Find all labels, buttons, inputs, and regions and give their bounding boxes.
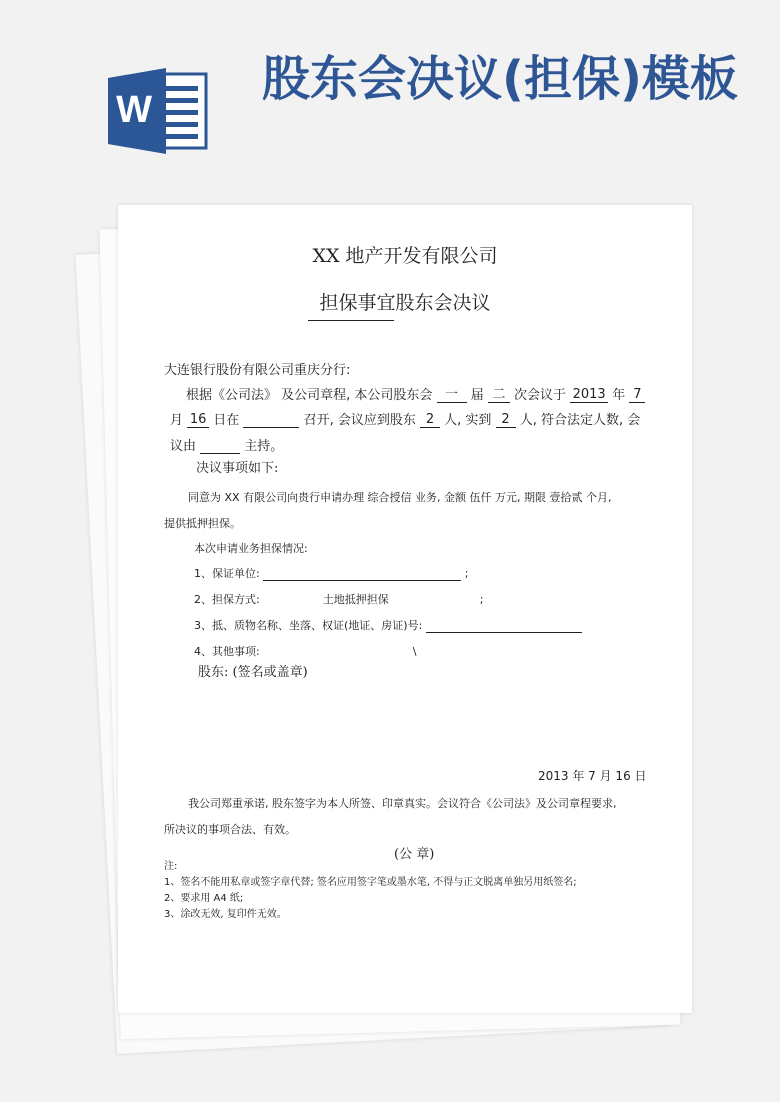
title-underline xyxy=(308,320,394,321)
item-guarantee-method: 2、担保方式: 土地抵押担保 ; xyxy=(194,593,484,606)
addressee: 大连银行股份有限公司重庆分行: xyxy=(164,363,351,378)
commitment-line-1: 我公司郑重承诺, 股东签字为本人所签、印章真实。会议符合《公司法》及公司章程要求, xyxy=(188,797,617,810)
resolution-date: 2013 年 7 月 16 日 xyxy=(538,769,647,783)
company-seal: (公 章) xyxy=(394,847,435,862)
guarantee-heading: 本次申请业务担保情况: xyxy=(194,542,308,555)
item-guarantor: 1、保证单位: ; xyxy=(194,567,469,580)
note-item: 3、涂改无效, 复印件无效。 xyxy=(164,909,287,920)
meeting-place xyxy=(243,413,299,428)
meeting-month: 7 xyxy=(629,387,645,403)
guarantee-method-value: 土地抵押担保 xyxy=(322,593,389,606)
other-matters-value: \ xyxy=(412,645,417,658)
page-title: 股东会决议(担保)模板 xyxy=(262,51,738,107)
shareholders-due: 2 xyxy=(420,412,440,428)
word-logo-letter: W xyxy=(116,89,152,131)
matters-heading: 决议事项如下: xyxy=(196,461,279,476)
shareholders-present: 2 xyxy=(496,412,516,428)
shareholder-signature-line: 股东: (签名或盖章) xyxy=(198,665,308,680)
guarantor-field xyxy=(263,566,461,581)
session-number: 一 xyxy=(437,383,467,403)
paragraph-2-line-1: 同意为 XX 有限公司向贵行申请办理 综合授信 业务, 金额 伍仟 万元, 期限 壹拾贰 个月, xyxy=(188,491,612,504)
company-name: XX 地产开发有限公司 xyxy=(312,245,498,267)
notes-section xyxy=(164,859,577,923)
session-number-2: 二 xyxy=(488,383,510,403)
item-other: 4、其他事项: \ xyxy=(194,645,417,658)
word-document-icon xyxy=(108,68,208,154)
paragraph-1-line-2: 月 16 日在 召开, 会议应到股东 2 人, 实到 2 人, 符合法定人数, 会 xyxy=(170,412,641,428)
note-item: 1、签名不能用私章或签字章代替; 签名应用签字笔或墨水笔, 不得与正文脱离单独另用纸签名; xyxy=(164,877,577,888)
item-collateral: 3、抵、质物名称、坐落、权证(地证、房证)号: xyxy=(194,617,582,633)
collateral-field xyxy=(426,618,582,633)
note-item: 2、要求用 A4 纸; xyxy=(164,893,244,904)
document-content xyxy=(118,205,692,1013)
paragraph-2-line-2: 提供抵押担保。 xyxy=(164,517,241,530)
document-title: 担保事宜股东会决议 xyxy=(319,292,491,314)
paragraph-1-line-3: 议由 主持。 xyxy=(170,439,284,454)
paragraph-1-line-1: 根据《公司法》 及公司章程, 本公司股东会 一 届 二 次会议于 2013 年 7 xyxy=(186,383,645,403)
notes-heading: 注: xyxy=(164,861,178,872)
meeting-day: 16 xyxy=(187,412,209,428)
meeting-year: 2013 xyxy=(570,387,608,403)
meeting-host xyxy=(200,439,240,454)
commitment-line-2: 所决议的事项合法、有效。 xyxy=(164,823,296,836)
